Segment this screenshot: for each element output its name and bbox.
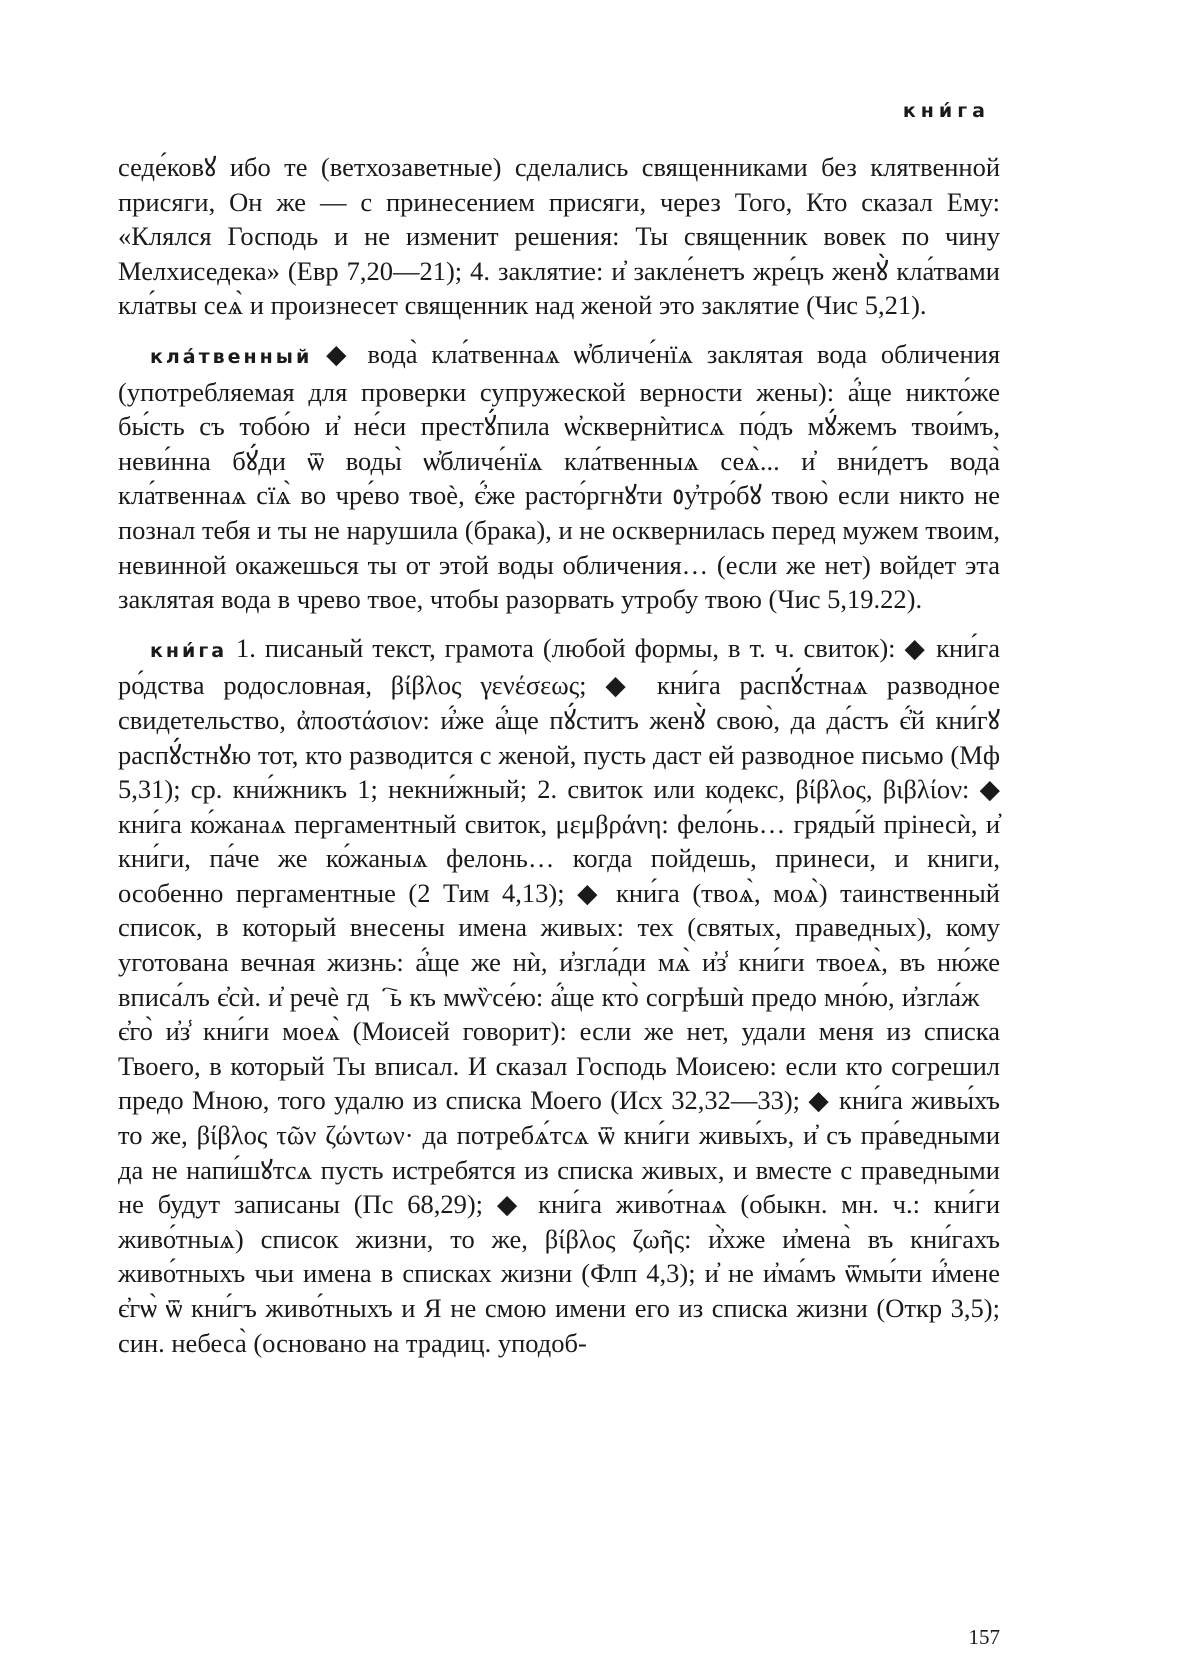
headword: кла́твенный (150, 345, 313, 368)
entry-kniga (118, 631, 1000, 1360)
running-head: кни́га (902, 100, 990, 122)
headword: кни́га (150, 639, 228, 662)
entry-text: ◆ вода̀ кла́твеннаѧ ѡ҆бличе́нїѧ заклятая вода обличения (употребляемая для проверки супружеской верности жены): а҆́ще никто́же бы́сть съ тобо́ю и҆ не́си престꙋ́пила ѡ҆сквернѝтисѧ по́дъ мꙋ́жемъ твои́мъ, неви́нна бꙋ́ди ѿ воды̀ ѡ҆бличе́нїѧ кла́твенныѧ сеѧ̀... и҆ вни́детъ вода̀ кла́твеннаѧ сїѧ̀ во чре́во твоѐ, є҆́же расто́ргнꙋти ᲂу҆тро́бꙋ твою̀ если никто не познал тебя и ты не нарушила (брака), и не осквернилась перед мужем твоим, невинной окажешься ты от этой воды обличения… (если же нет) войдет эта заклятая вода в чрево твое, чтобы разорвать утробу твою (Чис 5,19.22). (118, 338, 1001, 615)
entry-continuation (118, 150, 1000, 323)
page-number: 157 (968, 1625, 1000, 1649)
page-body (118, 150, 1000, 1374)
entry-text: седе́ковꙋ ибо те (ветхозаветные) сделались священниками без клятвенной присяги, Он же — с принесением присяги, через Того, Кто сказал Ему: «Клялся Господь и не изменит решения: Ты священник вовек по чину Мелхиседека» (Евр 7,20—21); 4. заклятие: и҆ закле́нетъ жре́цъ женꙋ̀ кла́твами кла́твы сеѧ̀ и произнесет священник над женой это заклятие (Чис 5,21). (118, 152, 1000, 321)
entry-text: 1. писаный текст, грамота (любой формы, в т. ч. свиток): ◆ кни́га ро́дства родословная, βίβλος γενέσεως; ◆ кни́га распꙋ́стнаѧ разводное свидетельство, ἀποστάσιον: и҆́же а҆́ще пꙋ́ститъ женꙋ̀ свою̀, да да́стъ є҆́й кни́гꙋ распꙋ́стнꙋю тот, кто разводится с женой, пусть даст ей разводное письмо (Мф 5,31); ср. кни́жникъ 1; некни́жный; 2. свиток или кодекс, βίβλος, βιβλίον: ◆ кни́га ко́жанаѧ пергаментный свиток, μεμβράνη: фело́нь… гряды́й прінесѝ, и҆ кни́ги, па́че же ко́жаныѧ фелонь… когда пойдешь, принеси, и книги, особенно пергаментные (2 Тим 4,13); ◆ кни́га (твоѧ̀, моѧ̀) таинственный список, в который внесены имена живых: тех (святых, праведных), кому уготована вечная жизнь: а҆́ще же нѝ, и҆згла́ди мѧ̀ и҆з̾ кни́ги твоеѧ̀, въ ню́же вписа́лъ є҆сѝ. и҆ речѐ гдⷭ҇ь къ мѡѷсе́ю: а҆́ще кто̀ согрѣшѝ предо мно́ю, и҆згла́жꙋ є҆го̀ и҆з̾ кни́ги моеѧ̀ (Моисей говорит): если же нет, удали меня из списка Твоего, в который Ты вписал. И сказал Господь Моисею: если кто согрешил предо Мною, того удалю из списка Моего (Исх 32,32—33); ◆ кни́га живы́хъ то же, βίβλος τῶν ζώντων· да потребѧ́тсѧ ѿ кни́ги живы́хъ, и҆ съ пра́ведными да не напи́шꙋтсѧ пусть истребятся из списка живых, и вместе с праведными не будут записаны (Пс 68,29); ◆ кни́га живо́тнаѧ (обыкн. мн. ч.: кни́ги живо́тныѧ) список жизни, то же, βίβλος ζωῆς: и҆̀хже и҆мена̀ въ кни́гахъ живо́тныхъ чьи имена в списках жизни (Флп 4,3); и҆ не и҆ма́мъ ѿмы́ти и҆́мене є҆гѡ̀ ѿ кни́гъ живо́тныхъ и Я не смою имени его из списка жизни (Откр 3,5); син. небеса̀ (основано на традиц. уподоб- (118, 632, 1000, 1358)
entry-klatvenny (118, 337, 1000, 617)
